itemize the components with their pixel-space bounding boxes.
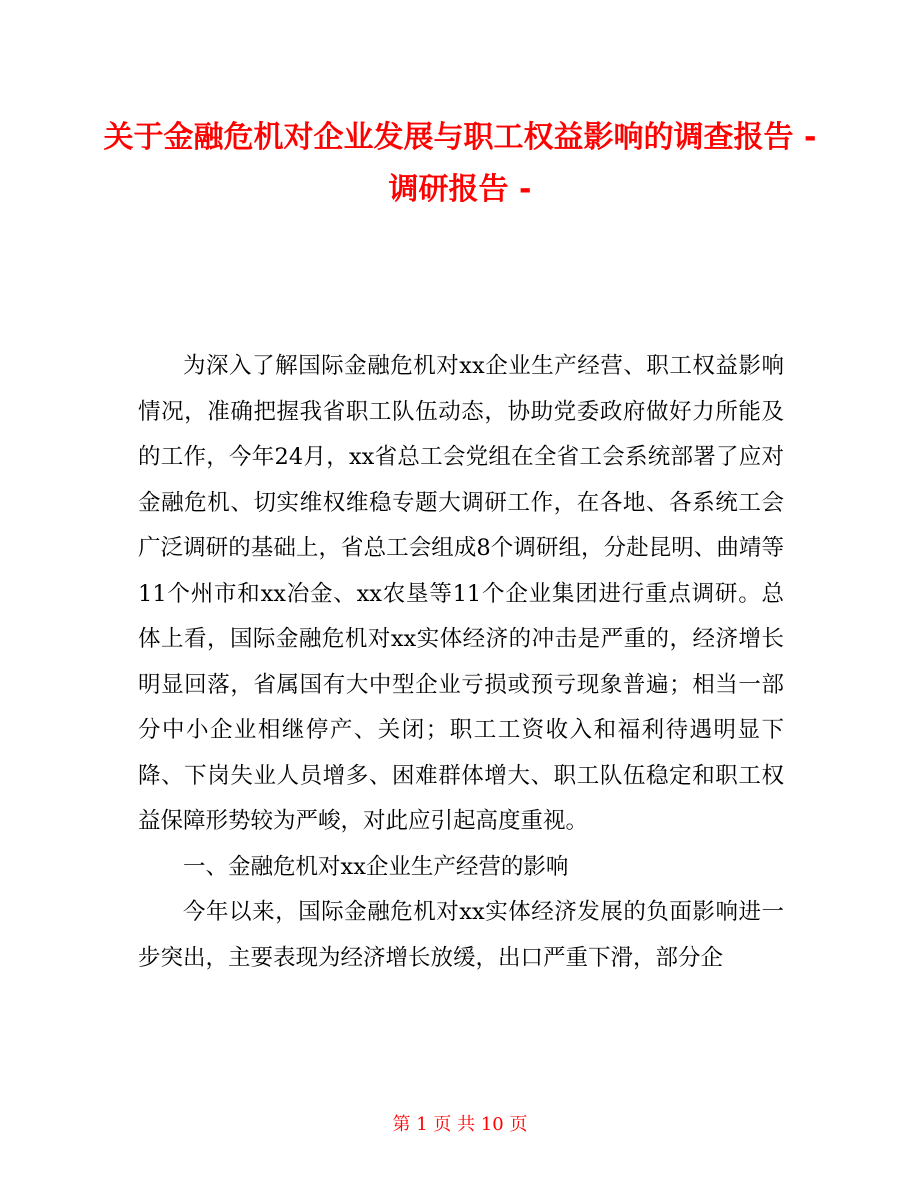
section-heading: 一、金融危机对xx企业生产经营的影响 <box>183 853 569 880</box>
document-body <box>138 344 784 981</box>
page-number-footer: 第 1 页 共 10 页 <box>392 1114 528 1135</box>
intro-paragraph: 为深入了解国际金融危机对xx企业生产经营、职工权益影响情况，准确把握我省职工队伍动态，协助党委政府做好力所能及的工作，今年24月，xx省总工会党组在全省工会系统部署了应对金融危机、切实维权维稳专题大调研工作，在各地、各系统工会广泛调研的基础上，省总工会组成8个调研组，分赴昆明、曲靖等11个州市和xx冶金、xx农垦等11个企业集团进行重点调研。总体上看，国际金融危机对xx实体经济的冲击是严重的，经济增长明显回落，省属国有大中型企业亏损或预亏现象普遍；相当一部分中小企业相继停产、关闭；职工工资收入和福利待遇明显下降、下岗失业人员增多、困难群体增大、职工队伍稳定和职工权益保障形势较为严峻，对此应引起高度重视。 <box>138 353 784 834</box>
section-paragraph: 今年以来，国际金融危机对xx实体经济发展的负面影响进一步突出，主要表现为经济增长放缓，出口严重下滑，部分企 <box>138 899 784 971</box>
document-title: 关于金融危机对企业发展与职工权益影响的调查报告 - 调研报告 - <box>103 120 817 207</box>
